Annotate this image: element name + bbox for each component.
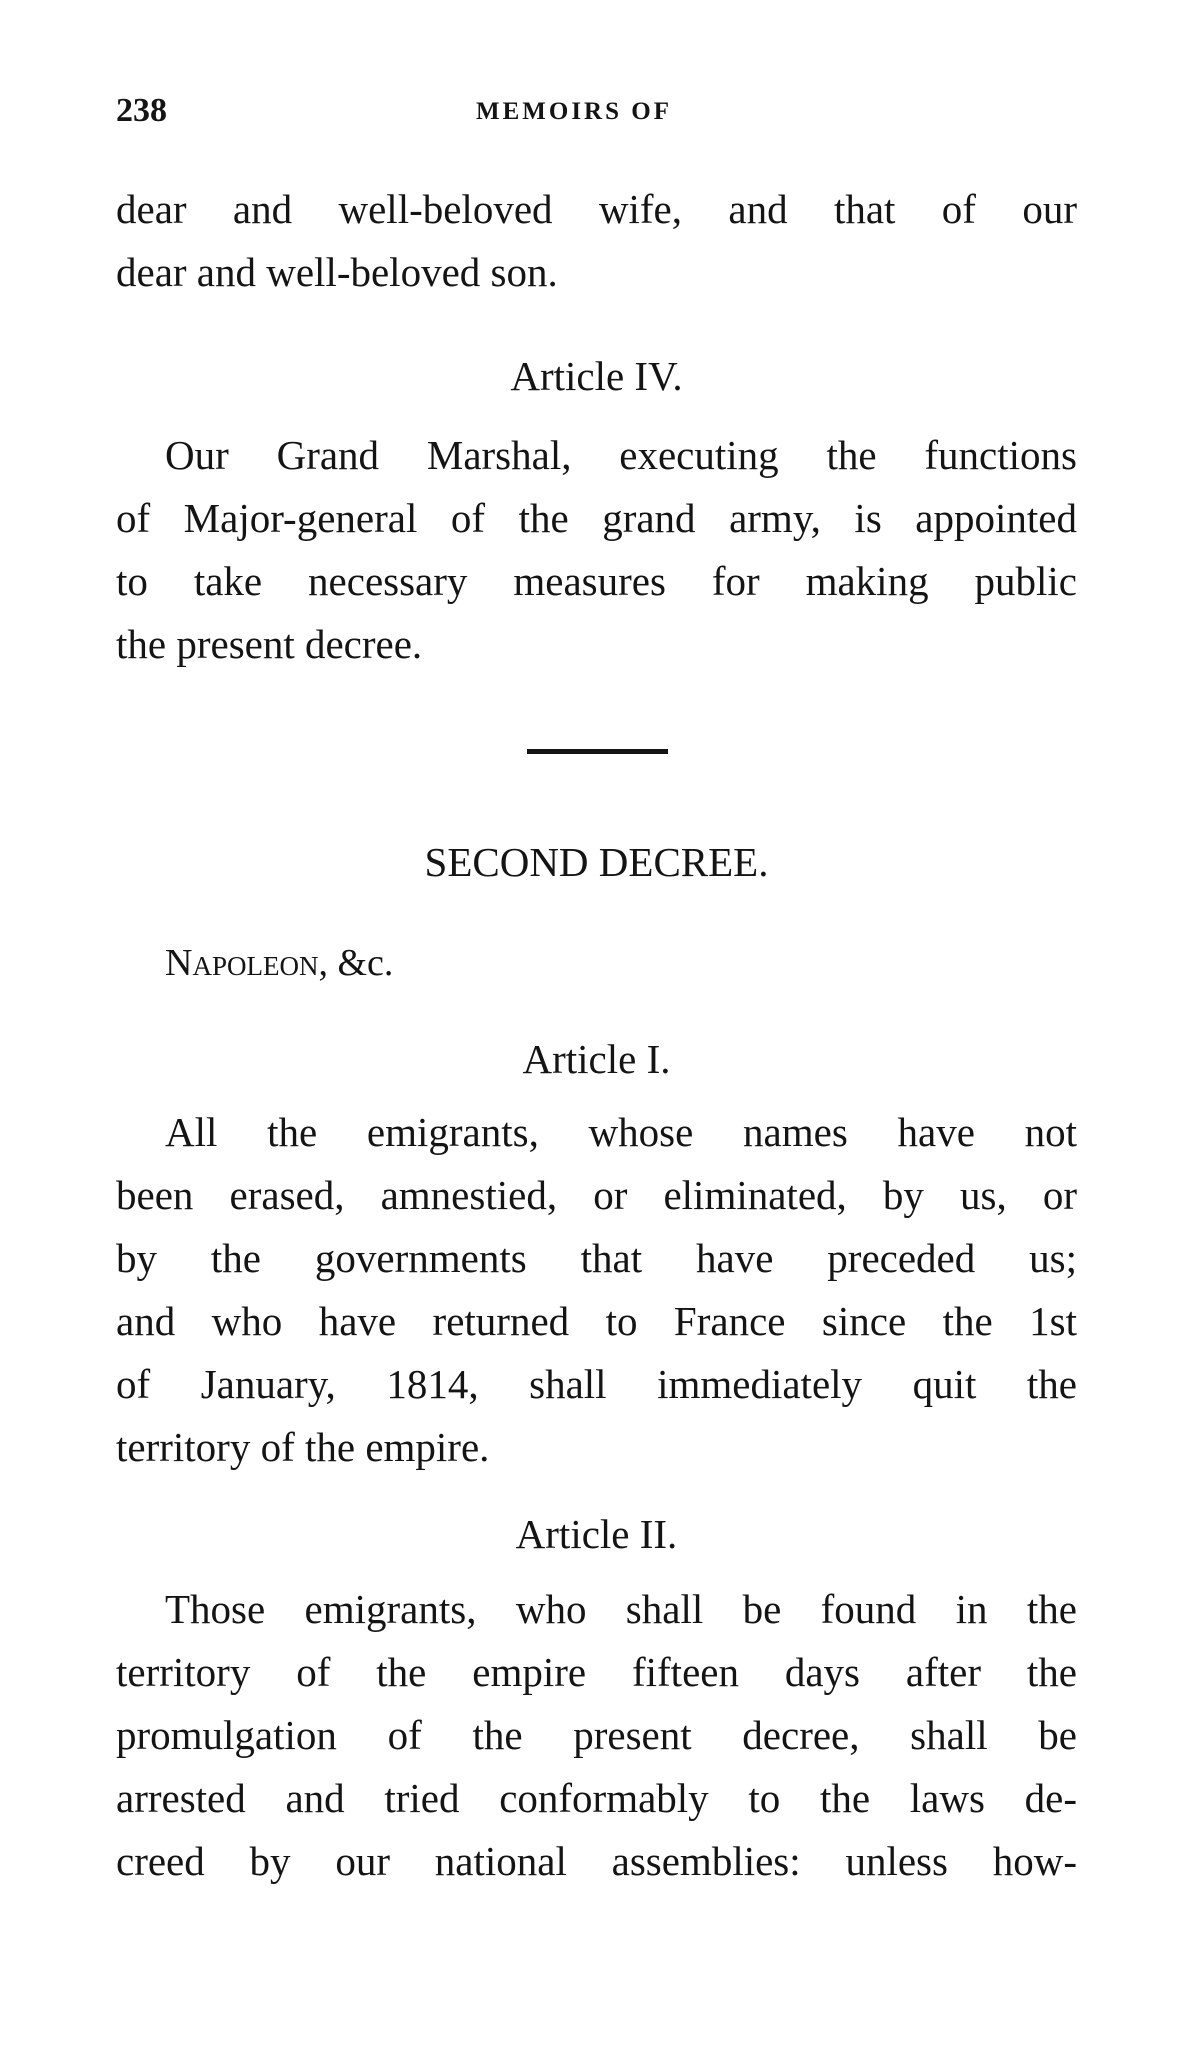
article-i-line: and who have returned to France since the 1st [116,1298,1077,1344]
article-iv-line: of Major-general of the grand army, is appointed [116,495,1077,541]
article-ii-heading: Article II. [515,1511,678,1557]
napoleon-name: Napoleon [165,942,319,984]
article-iv-line: Our Grand Marshal, executing the functions [165,432,1077,478]
article-i-line: by the governments that have preceded us; [116,1235,1077,1281]
article-i-line: territory of the empire. [116,1424,490,1470]
decree-opening-rest: , &c. [318,942,394,984]
article-i-line: been erased, amnestied, or eliminated, by us, or [116,1172,1077,1218]
article-ii-line: promulgation of the present decree, shall be [116,1712,1077,1758]
article-ii-line: creed by our national assemblies: unless how- [116,1838,1077,1884]
article-i-line: All the emigrants, whose names have not [165,1109,1077,1155]
running-head: MEMOIRS OF [476,98,672,125]
page-number: 238 [116,92,167,129]
article-i-line: of January, 1814, shall immediately quit the [116,1361,1077,1407]
article-iv-line: the present decree. [116,621,423,667]
page-header [116,92,1077,136]
article-iv-heading: Article IV. [510,353,683,399]
article-i-heading: Article I. [522,1036,671,1082]
continuation-line: dear and well-beloved son. [116,249,558,295]
article-ii-line: arrested and tried conformably to the laws de- [116,1775,1077,1821]
section-divider [527,749,668,754]
second-decree-heading: SECOND DECREE. [424,839,769,885]
continuation-line: dear and well-beloved wife, and that of our [116,186,1077,232]
decree-opening [116,932,1077,995]
article-ii-line: territory of the empire fifteen days after the [116,1649,1077,1695]
article-ii-line: Those emigrants, who shall be found in the [165,1586,1077,1632]
article-iv-line: to take necessary measures for making public [116,558,1077,604]
